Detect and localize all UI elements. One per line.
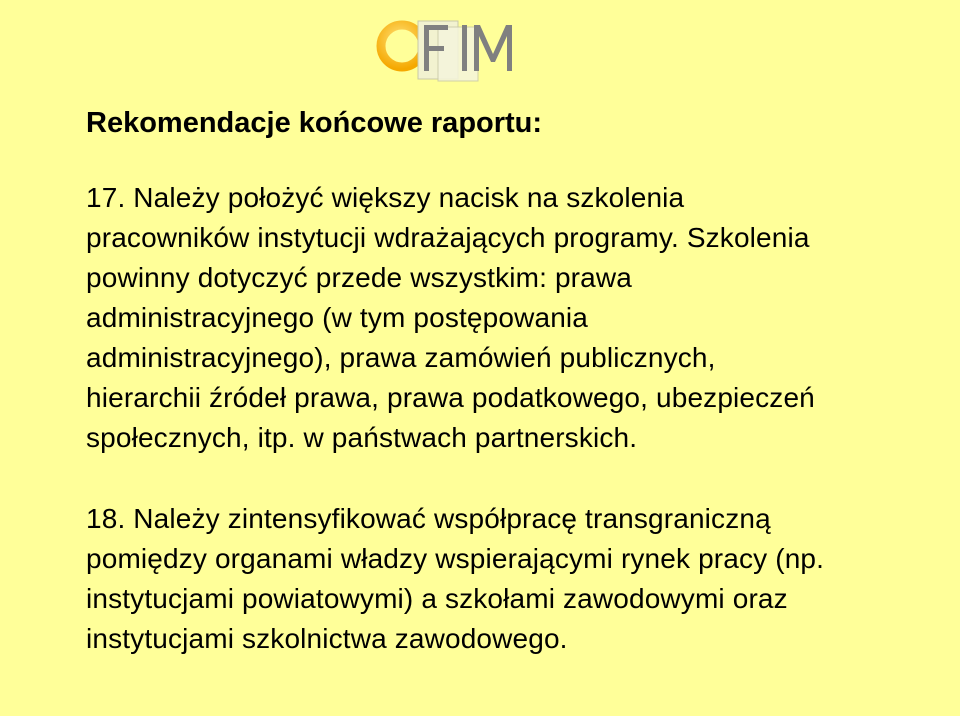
recommendation-18-line: instytucjami szkolnictwa zawodowego. — [86, 623, 568, 654]
recommendation-17-line: powinny dotyczyć przede wszystkim: prawa — [86, 262, 632, 293]
ofim-logo-graphic — [374, 16, 534, 86]
recommendation-18-line: pomiędzy organami władzy wspierającymi rynek pracy (np. — [86, 543, 825, 574]
recommendation-18-line: instytucjami powiatowymi) a szkołami zawodowymi oraz — [86, 583, 788, 614]
logo-letter-m — [474, 25, 512, 71]
recommendation-18-line: 18. Należy zintensyfikować współpracę transgraniczną — [86, 503, 771, 534]
recommendation-17-line: społecznych, itp. w państwach partnerskich. — [86, 422, 638, 453]
recommendation-17-line: administracyjnego (w tym postępowania — [86, 302, 589, 333]
logo-o-ring — [381, 25, 423, 67]
recommendation-17-line: 17. Należy położyć większy nacisk na szkolenia — [86, 182, 685, 213]
recommendation-17-line: hierarchii źródeł prawa, prawa podatkowego, ubezpieczeń — [86, 382, 815, 413]
slide-heading: Rekomendacje końcowe raportu: — [86, 107, 543, 139]
logo-letter-i — [462, 25, 467, 71]
ofim-logo — [374, 16, 534, 86]
recommendation-17 — [86, 178, 926, 458]
recommendation-17-line: administracyjnego), prawa zamówień publicznych, — [86, 342, 716, 373]
logo-box — [438, 27, 478, 81]
recommendation-17-line: pracowników instytucji wdrażających programy. Szkolenia — [86, 222, 810, 253]
recommendation-18 — [86, 499, 926, 659]
